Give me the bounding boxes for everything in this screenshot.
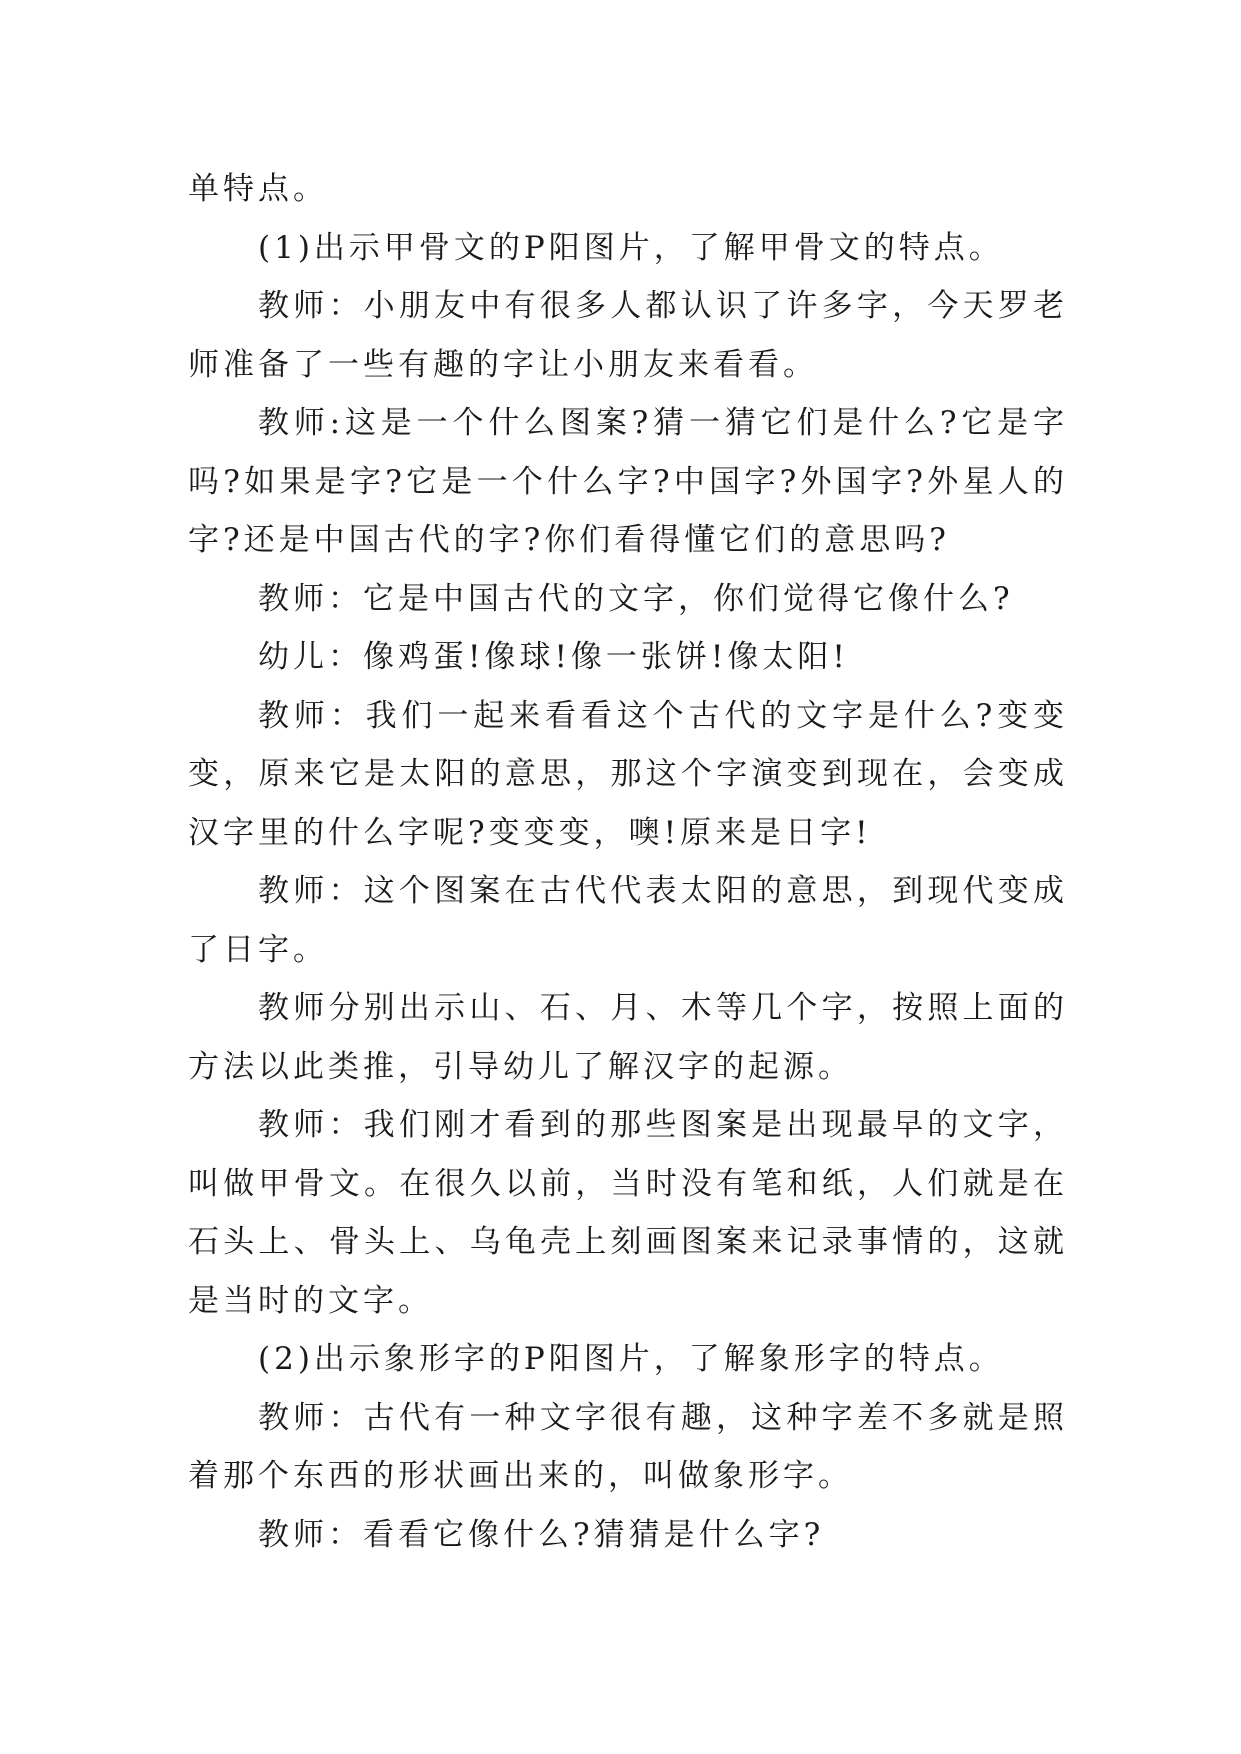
- paragraph-teacher-transform: 教师：我们一起来看看这个古代的文字是什么?变变变，原来它是太阳的意思，那这个字演变到现在，会变成汉字里的什么字呢?变变变，噢!原来是日字!: [188, 697, 1068, 851]
- paragraph-section-2-heading: (2)出示象形字的P阳图片，了解象形字的特点。: [258, 1341, 1004, 1377]
- paragraph-teacher-oracle-bone: 教师：我们刚才看到的那些图案是出现最早的文字，叫做甲骨文。在很久以前，当时没有笔和纸，人们就是在石头上、骨头上、乌龟壳上刻画图案来记录事情的，这就是当时的文字。: [188, 1107, 1068, 1319]
- paragraph-teacher-sun: 教师：这个图案在古代代表太阳的意思，到现代变成了日字。: [188, 873, 1068, 968]
- paragraph-teacher-guess: 教师：看看它像什么?猜猜是什么字?: [258, 1516, 825, 1553]
- paragraph-section-1-heading: (1)出示甲骨文的P阳图片，了解甲骨文的特点。: [258, 229, 1004, 266]
- paragraph-teacher-pictograph: 教师：古代有一种文字很有趣，这种字差不多就是照着那个东西的形状画出来的，叫做象形字。: [188, 1399, 1068, 1494]
- paragraph-teacher-question: 教师:这是一个什么图案?猜一猜它们是什么?它是字吗?如果是字?它是一个什么字?中国字?外国字?外星人的字?还是中国古代的字?你们看得懂它们的意思吗?: [188, 405, 1068, 558]
- paragraph-child-answer: 幼儿：像鸡蛋!像球!像一张饼!像太阳!: [258, 639, 849, 675]
- paragraph-continuation: 单特点。: [188, 171, 328, 207]
- paragraph-teacher-characters: 教师分别出示山、石、月、木等几个字，按照上面的方法以此类推，引导幼儿了解汉字的起源。: [188, 990, 1068, 1085]
- paragraph-teacher-intro: 教师：小朋友中有很多人都认识了许多字，今天罗老师准备了一些有趣的字让小朋友来看看。: [188, 288, 1068, 383]
- paragraph-teacher-ancient-text: 教师：它是中国古代的文字，你们觉得它像什么?: [258, 580, 1014, 617]
- document-body: [188, 160, 1068, 1564]
